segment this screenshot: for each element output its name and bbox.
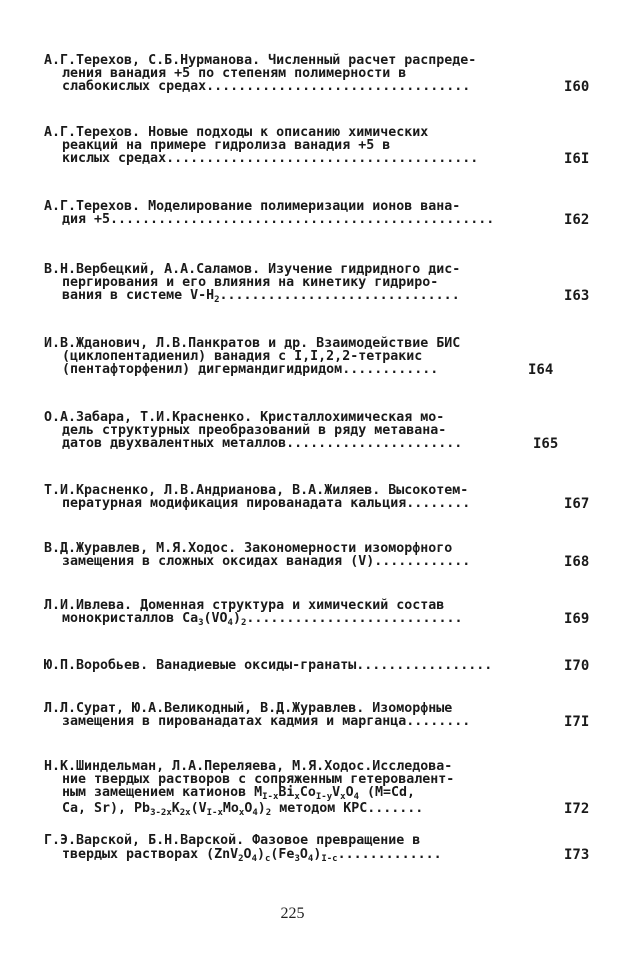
- entry-line: замещения в пированадатах кадмия и марганца........: [62, 714, 471, 729]
- page-ref: I69: [564, 611, 590, 627]
- formula-part: O: [243, 847, 252, 862]
- page-ref: I68: [564, 554, 590, 570]
- page-ref: I67: [564, 496, 590, 512]
- page-ref: I72: [564, 801, 590, 817]
- entry-line: ние твердых растворов с сопряженным гетеровалент-: [62, 772, 455, 787]
- formula-part: O: [244, 801, 253, 816]
- entry-line: кислых средах.......................................: [62, 151, 479, 166]
- formula-part: K: [171, 801, 180, 816]
- page-ref: I60: [564, 79, 590, 95]
- page-number: 225: [280, 905, 305, 922]
- entry-line: [62, 289, 460, 303]
- entry-text: ным замещением катионов M: [62, 785, 263, 800]
- entry-line: пературная модификация пированадата кальция........: [62, 496, 471, 511]
- entry-line: замещения в сложных оксидах ванадия (V)............: [62, 554, 471, 569]
- entry-line: пергирования и его влияния на кинетику гидриро-: [62, 275, 439, 290]
- subscript: 4: [251, 854, 257, 864]
- leader-dots: ..............................: [219, 288, 460, 303]
- formula-part: ): [232, 611, 241, 626]
- entry-line: ления ванадия +5 по степеням полимерности в: [62, 66, 407, 81]
- entry-line: [62, 802, 423, 816]
- entry-line: [62, 848, 442, 862]
- page-ref: I64: [528, 362, 554, 378]
- formula-part: (M=Cd,: [359, 785, 416, 800]
- subscript: 2: [240, 618, 247, 628]
- leader-dots: ...........................: [246, 611, 463, 626]
- leader-dots: методом КРС.......: [271, 801, 424, 816]
- subscript: 4: [227, 618, 233, 628]
- formula-part: V: [332, 785, 341, 800]
- subscript: 4: [252, 808, 258, 818]
- subscript: x: [340, 792, 346, 802]
- page-ref: I62: [564, 212, 590, 228]
- entry-line: [62, 786, 415, 800]
- subscript: 2: [214, 295, 220, 305]
- entry-line: В.Н.Вербецкий, А.А.Саламов. Изучение гидридного дис-: [44, 262, 461, 277]
- subscript: 3: [198, 618, 204, 628]
- entry-line: Ю.П.Воробьев. Ванадиевые оксиды-гранаты.................: [44, 658, 493, 673]
- formula-part: O: [299, 847, 308, 862]
- formula-part: (VO: [203, 611, 228, 626]
- subscript: 3: [294, 854, 300, 864]
- entry-text: твердых растворах (ZnV: [62, 847, 239, 862]
- subscript: I-c: [321, 854, 338, 864]
- page-ref: I63: [564, 288, 590, 304]
- formula-part: ): [256, 847, 265, 862]
- formula-part: Co: [299, 785, 316, 800]
- page-ref: I70: [564, 658, 590, 674]
- entry-line: [62, 612, 463, 626]
- entry-text: монокристаллов Ca: [62, 611, 199, 626]
- formula-part: ): [313, 847, 322, 862]
- subscript: 2: [265, 808, 272, 818]
- entry-line: А.Г.Терехов, С.Б.Нурманова. Численный расчет распреде-: [44, 53, 477, 68]
- entry-line: дель структурных преобразований в ряду метавана-: [62, 423, 447, 438]
- entry-line: (циклопентадиенил) ванадия с I,I,2,2-тетракис: [62, 349, 423, 364]
- page-ref: I73: [564, 847, 590, 863]
- formula-part: ): [257, 801, 266, 816]
- entry-line: А.Г.Терехов. Новые подходы к описанию химических: [44, 125, 429, 140]
- subscript: x: [294, 792, 300, 802]
- entry-line: И.В.Жданович, Л.В.Панкратов и др. Взаимодействие БИС: [44, 336, 461, 351]
- entry-line: Л.И.Ивлева. Доменная структура и химический состав: [44, 598, 445, 613]
- entry-text: Ca, Sr), Pb: [62, 801, 151, 816]
- entry-line: Н.К.Шиндельман, Л.А.Переляева, М.Я.Ходос.Исследова-: [44, 759, 453, 774]
- entry-line: датов двухвалентных металлов......................: [62, 436, 463, 451]
- subscript: 2: [238, 854, 244, 864]
- subscript: c: [265, 854, 271, 864]
- formula-part: (V: [190, 801, 207, 816]
- subscript: 4: [353, 792, 359, 802]
- leader-dots: .............: [337, 847, 442, 862]
- subscript: I-y: [315, 792, 333, 802]
- entry-line: О.А.Забара, Т.И.Красненко. Кристаллохимическая мо-: [44, 410, 445, 425]
- entry-line: Т.И.Красненко, Л.В.Андрианова, В.А.Жиляев. Высокотем-: [44, 483, 469, 498]
- formula-part: Bi: [278, 785, 295, 800]
- entry-line: реакций на примере гидролиза ванадия +5 в: [62, 138, 391, 153]
- page-ref: I65: [533, 436, 559, 452]
- formula-part: (Fe: [270, 847, 295, 862]
- subscript: I-x: [262, 792, 279, 802]
- entry-line: дия +5................................................: [62, 212, 495, 227]
- page-ref: I6I: [564, 151, 590, 167]
- subscript: 4: [307, 854, 314, 864]
- subscript: x: [238, 808, 245, 818]
- entry-line: (пентафторфенил) дигермандигидридом............: [62, 362, 439, 377]
- entry-line: Л.Л.Сурат, Ю.А.Великодный, В.Д.Журавлев. Изоморфные: [44, 701, 453, 716]
- subscript: 3-2x: [150, 808, 172, 818]
- entry-line: А.Г.Терехов. Моделирование полимеризации ионов вана-: [44, 199, 461, 214]
- subscript: 2x: [179, 808, 191, 818]
- entry-line: В.Д.Журавлев, М.Я.Ходос. Закономерности изоморфного: [44, 541, 453, 556]
- entry-text: вания в системе V-H: [62, 288, 215, 303]
- formula-part: O: [345, 785, 354, 800]
- entry-line: слабокислых средах.................................: [62, 79, 471, 94]
- formula-part: Mo: [222, 801, 239, 816]
- subscript: I-x: [206, 808, 223, 818]
- page-ref: I7I: [564, 714, 590, 730]
- entry-line: Г.Э.Варской, Б.Н.Варской. Фазовое превращение в: [44, 833, 421, 848]
